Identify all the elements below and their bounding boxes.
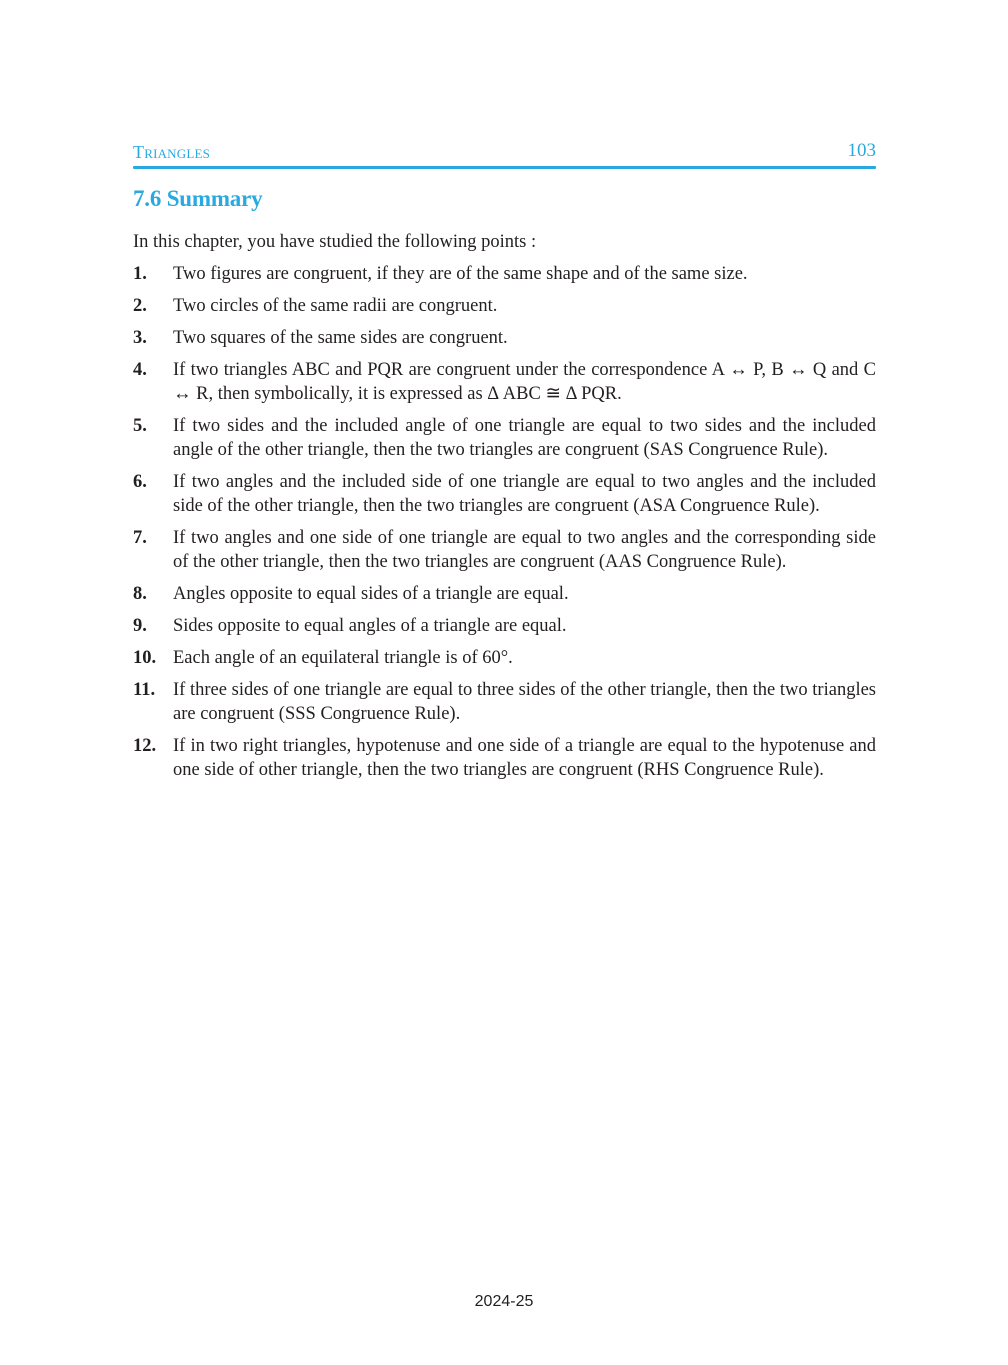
item-text: If three sides of one triangle are equal to three sides of the other triangle, then the two triangles are congruent (SSS Congruence Rule). xyxy=(173,680,876,724)
item-number: 12. xyxy=(133,736,157,756)
item-number: 2. xyxy=(133,296,147,316)
item-text: If two triangles ABC and PQR are congruent under the correspondence A ↔ P, B ↔ Q and C ↔ R, then symbolically, it is expressed as Δ ABC ≅ Δ PQR. xyxy=(173,360,876,404)
summary-item-5 xyxy=(133,414,876,462)
item-number: 9. xyxy=(133,616,147,636)
summary-item-6 xyxy=(133,470,876,518)
section-heading: 7.6 Summary xyxy=(133,186,263,211)
item-number: 4. xyxy=(133,360,147,380)
chapter-title: Triangles xyxy=(133,142,211,162)
item-number: 10. xyxy=(133,648,157,668)
summary-list xyxy=(133,262,876,790)
running-header xyxy=(133,140,876,164)
footer-year: 2024-25 xyxy=(474,1293,534,1310)
item-text: Two squares of the same sides are congruent. xyxy=(173,328,508,348)
summary-item-9 xyxy=(133,614,876,638)
item-number: 1. xyxy=(133,264,147,284)
summary-item-7 xyxy=(133,526,876,574)
item-text: Sides opposite to equal angles of a triangle are equal. xyxy=(173,616,567,636)
item-number: 8. xyxy=(133,584,147,604)
summary-item-10 xyxy=(133,646,876,670)
item-number: 6. xyxy=(133,472,147,492)
item-text: Angles opposite to equal sides of a triangle are equal. xyxy=(173,584,569,604)
header-rule xyxy=(133,166,876,169)
item-text: If in two right triangles, hypotenuse and one side of a triangle are equal to the hypotenuse and one side of other triangle, then the two triangles are congruent (RHS Congruence Rule). xyxy=(173,736,876,780)
page-number: 103 xyxy=(847,140,876,161)
item-text: Two circles of the same radii are congruent. xyxy=(173,296,498,316)
item-number: 3. xyxy=(133,328,147,348)
summary-item-4 xyxy=(133,358,876,406)
item-text: If two angles and the included side of one triangle are equal to two angles and the included side of the other triangle, then the two triangles are congruent (ASA Congruence Rule). xyxy=(173,472,876,516)
summary-item-8 xyxy=(133,582,876,606)
item-text: If two angles and one side of one triangle are equal to two angles and the corresponding side of the other triangle, then the two triangles are congruent (AAS Congruence Rule). xyxy=(173,528,876,572)
summary-item-11 xyxy=(133,678,876,726)
summary-item-2 xyxy=(133,294,876,318)
item-number: 5. xyxy=(133,416,147,436)
item-text: If two sides and the included angle of one triangle are equal to two sides and the included angle of the other triangle, then the two triangles are congruent (SAS Congruence Rule). xyxy=(173,416,876,460)
summary-item-12 xyxy=(133,734,876,782)
summary-item-3 xyxy=(133,326,876,350)
summary-item-1 xyxy=(133,262,876,286)
item-text: Each angle of an equilateral triangle is of 60°. xyxy=(173,648,513,668)
item-number: 11. xyxy=(133,680,156,700)
item-number: 7. xyxy=(133,528,147,548)
section-intro: In this chapter, you have studied the following points : xyxy=(133,232,537,252)
item-text: Two figures are congruent, if they are of the same shape and of the same size. xyxy=(173,264,748,284)
